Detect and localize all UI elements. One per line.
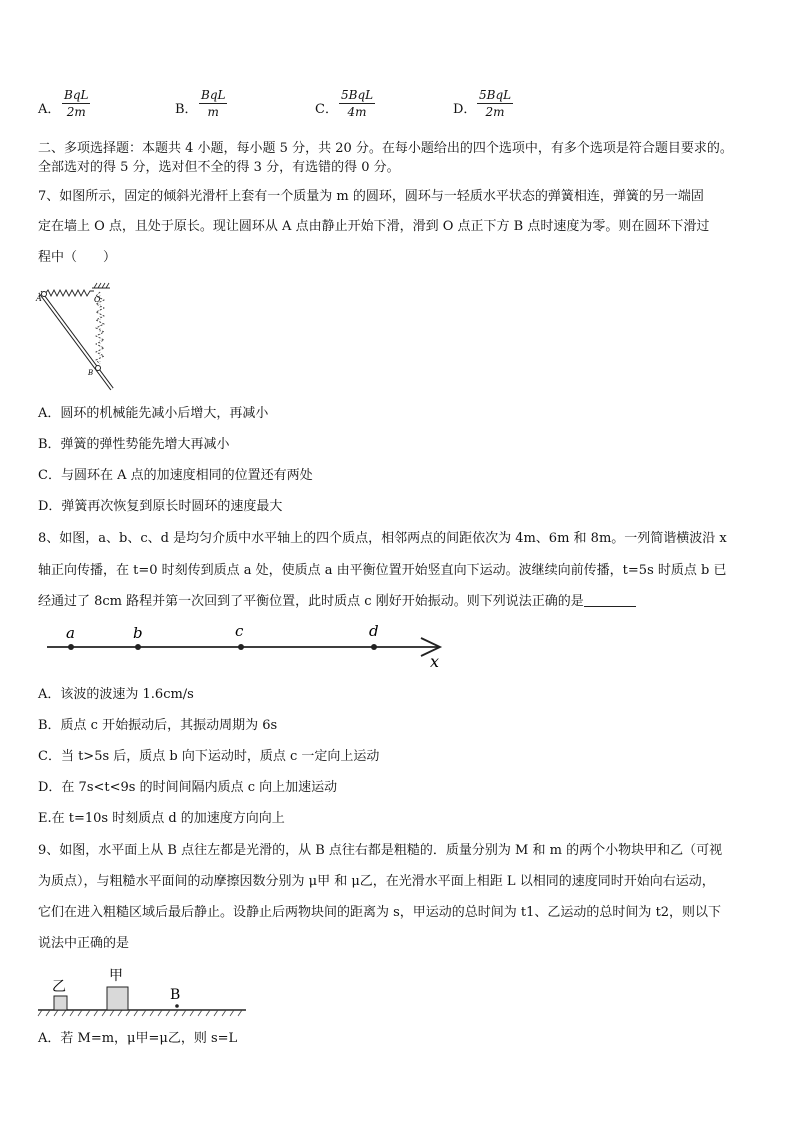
q9-stem-line-4: 说法中正确的是 [38,936,130,951]
block-yi [54,996,67,1010]
q8-option-c: C．当 t>5s 后，质点 b 向下运动时，质点 c 一定向上运动 [38,749,380,764]
q9-stem-line-2: 为质点），与粗糙水平面间的动摩擦因数分别为 μ甲 和 μ乙，在光滑水平面上相距 L 以相同的速度同时开始向右运动， [38,874,715,889]
q6-option-a-fraction [62,88,90,119]
q7-option-d: D．弹簧再次恢复到原长时圆环的速度最大 [38,499,283,514]
q6-option-c-fraction [339,88,375,119]
section-heading-line-2: 全部选对的得 5 分，选对但不全的得 3 分，有选错的得 0 分。 [38,160,400,175]
fraction-numerator: 5BqL [479,88,512,102]
q9-figure-blocks [38,963,258,1021]
ring-at-b [96,366,101,371]
q7-figure-rod-spring [36,282,126,397]
block-jia-label: 甲 [109,968,123,984]
q6-option-a-label: A． [38,102,61,117]
q7-stem-line-1: 7、如图所示，固定的倾斜光滑杆上套有一个质量为 m 的圆环，圆环与一轻质水平状态的弹簧相连，弹簧的另一端固 [38,189,704,204]
point-b-dot [135,644,141,650]
point-d-dot [371,644,377,650]
q8-option-e: E.在 t=10s 时刻质点 d 的加速度方向向上 [38,811,285,826]
q9-option-a: A．若 M=m，μ甲=μ乙，则 s=L [38,1031,238,1046]
fraction-denominator: 2m [66,105,86,119]
block-jia [107,987,128,1010]
ring-at-a [42,292,47,297]
q8-stem-line-1: 8、如图，a、b、c、d 是均匀介质中水平轴上的四个质点，相邻两点的间距依次为 4m、6m 和 8m。一列简谐横波沿 x [38,531,727,546]
q9-stem-line-1: 9、如图，水平面上从 B 点往左都是光滑的，从 B 点往右都是粗糙的．质量分别为 M 和 m 的两个小物块甲和乙（可视 [38,843,723,858]
q6-option-c-label: C． [315,102,338,117]
ground-hatch [38,1010,242,1016]
q8-stem-line-3-text: 经通过了 8cm 路程并第一次回到了平衡位置，此时质点 c 刚好开始振动。则下列说法正确的是 [38,594,584,609]
q6-option-b-label: B． [175,102,198,117]
point-b-marker [175,1004,179,1008]
wall-hatch [94,283,109,288]
q8-stem-line-2: 轴正向传播，在 t=0 时刻传到质点 a 处，使质点 a 由平衡位置开始竖直向下运动。波继续向前传播，t=5s 时质点 b 已 [38,563,727,578]
fraction-numerator: BqL [64,88,89,102]
point-c-label: c [235,622,244,640]
point-b-label: B [170,987,181,1003]
q8-stem-line-3 [38,592,636,612]
q8-option-b: B．质点 c 开始振动后，其振动周期为 6s [38,718,278,733]
answer-blank [584,594,636,607]
fraction-denominator: 2m [485,105,505,119]
q7-stem-line-2: 定在墙上 O 点，且处于原长。现让圆环从 A 点由静止开始下滑，滑到 O 点正下方 B 点时速度为零。则在圆环下滑过 [38,219,710,234]
point-c-dot [238,644,244,650]
q8-option-d: D．在 7s<t<9s 的时间间隔内质点 c 向上加速运动 [38,780,338,795]
q6-option-d-label: D． [453,102,477,117]
point-d-label: d [369,622,379,640]
block-yi-label: 乙 [52,979,66,995]
label-b: B [88,369,94,377]
q9-stem-line-3: 它们在进入粗糙区域后最后静止。设静止后两物块间的距离为 s，甲运动的总时间为 t1、乙运动的总时间为 t2，则以下 [38,905,722,920]
q7-option-b: B．弹簧的弹性势能先增大再减小 [38,437,230,452]
fraction-denominator: m [207,105,219,119]
point-a-label: a [66,624,75,642]
point-a-dot [68,644,74,650]
fraction-numerator: 5BqL [341,88,374,102]
axis-x-label: x [430,652,440,671]
fraction-denominator: 4m [347,105,367,119]
horizontal-spring [45,290,94,296]
fraction-numerator: BqL [201,88,226,102]
q8-axis-figure [44,620,454,670]
section-heading-line-1: 二、多项选择题：本题共 4 小题，每小题 5 分，共 20 分。在每小题给出的四个选项中，有多个选项是符合题目要求的。 [38,141,733,156]
q7-stem-line-3: 程中（ ） [38,250,117,265]
label-a: A [36,294,42,303]
q6-option-b-fraction [199,88,227,119]
point-b-label: b [133,624,143,642]
q6-option-d-fraction [477,88,513,119]
label-o: O [94,295,101,304]
q7-option-a: A．圆环的机械能先减小后增大，再减小 [38,406,269,421]
q7-option-c: C．与圆环在 A 点的加速度相同的位置还有两处 [38,468,313,483]
q8-option-a: A．该波的波速为 1.6cm/s [38,687,194,702]
